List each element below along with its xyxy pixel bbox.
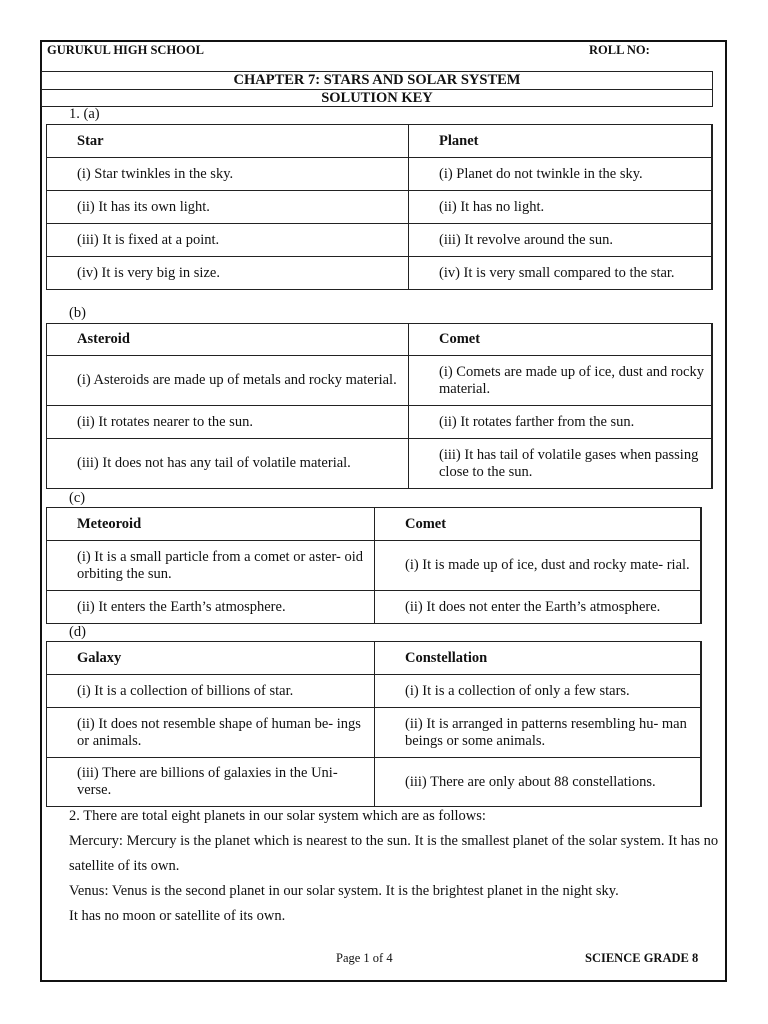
table-header-row xyxy=(47,508,701,541)
venus-paragraph: Venus: Venus is the second planet in our solar system. It is the brightest planet in the night sky. xyxy=(69,883,619,899)
table-asteroid-vs-comet xyxy=(46,323,713,489)
table-row xyxy=(47,591,701,624)
table-cell: (ii) It has no light. xyxy=(409,191,712,224)
table-header-row xyxy=(47,642,701,675)
table-galaxy-vs-constellation xyxy=(46,641,702,807)
table-header-row xyxy=(47,324,712,356)
table-row xyxy=(47,708,701,758)
header-cell: Star xyxy=(47,125,409,158)
table-cell: (i) Asteroids are made up of metals and rocky material. xyxy=(47,356,409,406)
table-row xyxy=(47,758,701,807)
table-cell: (ii) It does not enter the Earth’s atmosphere. xyxy=(375,591,701,624)
header-cell: Galaxy xyxy=(47,642,375,675)
mercury-paragraph: Mercury: Mercury is the planet which is nearest to the sun. It is the smallest planet of the solar system. It has no satellite of its own. xyxy=(69,833,719,874)
table-cell: (i) It is a small particle from a comet or aster- oid orbiting the sun. xyxy=(47,541,375,591)
header-cell: Constellation xyxy=(375,642,701,675)
venus-paragraph-2: It has no moon or satellite of its own. xyxy=(69,908,286,924)
question-1a-label: 1. (a) xyxy=(69,106,100,122)
chapter-title-text: CHAPTER 7: STARS AND SOLAR SYSTEM xyxy=(233,72,521,88)
table-cell: (iii) It has tail of volatile gases when passing close to the sun. xyxy=(409,439,712,489)
table-cell: (i) Comets are made up of ice, dust and rocky material. xyxy=(409,356,712,406)
table-meteoroid-vs-comet xyxy=(46,507,702,624)
table-cell: (i) It is a collection of only a few stars. xyxy=(375,675,701,708)
table-header-row xyxy=(47,125,712,158)
table-row xyxy=(47,158,712,191)
table-cell: (iii) There are only about 88 constellations. xyxy=(375,758,701,807)
header-cell: Meteoroid xyxy=(47,508,375,541)
table-row xyxy=(47,675,701,708)
table-row xyxy=(47,257,712,290)
table-cell: (ii) It rotates farther from the sun. xyxy=(409,406,712,439)
table-cell: (ii) It is arranged in patterns resembling hu- man beings or some animals. xyxy=(375,708,701,758)
table-row xyxy=(47,439,712,489)
table-cell: (i) Star twinkles in the sky. xyxy=(47,158,409,191)
table-cell: (iii) It does not has any tail of volatile material. xyxy=(47,439,409,489)
school-name: GURUKUL HIGH SCHOOL xyxy=(47,43,204,57)
roll-number-label: ROLL NO: xyxy=(589,43,650,57)
header-cell: Comet xyxy=(375,508,701,541)
question-1d-label: (d) xyxy=(69,624,86,640)
table-row xyxy=(47,356,712,406)
table-cell: (iv) It is very big in size. xyxy=(47,257,409,290)
question-1b-label: (b) xyxy=(69,305,86,321)
question-2-intro: 2. There are total eight planets in our solar system which are as follows: xyxy=(69,808,486,824)
table-cell: (iii) It revolve around the sun. xyxy=(409,224,712,257)
page-number: Page 1 of 4 xyxy=(336,951,393,965)
table-row xyxy=(47,191,712,224)
table-cell: (iv) It is very small compared to the star. xyxy=(409,257,712,290)
table-row xyxy=(47,224,712,257)
chapter-title xyxy=(41,71,713,90)
solution-key-text: SOLUTION KEY xyxy=(321,90,433,106)
header-cell: Planet xyxy=(409,125,712,158)
header-cell: Comet xyxy=(409,324,712,356)
question-1c-label: (c) xyxy=(69,490,86,506)
table-star-vs-planet xyxy=(46,124,713,290)
table-cell: (ii) It rotates nearer to the sun. xyxy=(47,406,409,439)
header-cell: Asteroid xyxy=(47,324,409,356)
table-row xyxy=(47,541,701,591)
table-cell: (i) It is made up of ice, dust and rocky mate- rial. xyxy=(375,541,701,591)
subject-footer: SCIENCE GRADE 8 xyxy=(585,951,699,965)
table-cell: (ii) It enters the Earth’s atmosphere. xyxy=(47,591,375,624)
table-cell: (iii) It is fixed at a point. xyxy=(47,224,409,257)
table-cell: (i) It is a collection of billions of star. xyxy=(47,675,375,708)
table-cell: (i) Planet do not twinkle in the sky. xyxy=(409,158,712,191)
table-cell: (ii) It does not resemble shape of human be- ings or animals. xyxy=(47,708,375,758)
table-row xyxy=(47,406,712,439)
solution-key-title xyxy=(41,89,713,107)
table-cell: (iii) There are billions of galaxies in the Uni- verse. xyxy=(47,758,375,807)
table-cell: (ii) It has its own light. xyxy=(47,191,409,224)
